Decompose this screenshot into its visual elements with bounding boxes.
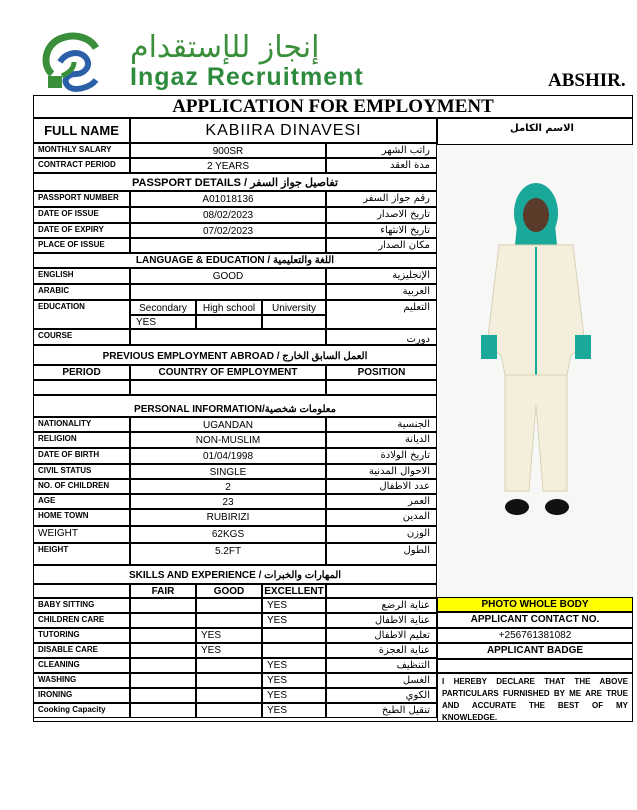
course-arabic: دورت [326,329,437,345]
skill-children-care-excellent: YES [262,613,326,628]
contract-period-value: 2 YEARS [130,158,326,173]
skill-washing-good [196,673,262,688]
home-town-value: RUBIRIZI [130,509,326,526]
skill-baby-sitting-label: BABY SITTING [33,598,130,613]
religion-value: NON-MUSLIM [130,432,326,448]
skill-cleaning-arabic: التنظيف [326,658,437,673]
date-of-birth-arabic: تاريخ الولادة [326,448,437,464]
skill-children-care-good [196,613,262,628]
applicant-badge-title: APPLICANT BADGE [437,643,633,659]
skill-disable-care-fair [130,643,196,658]
age-label: AGE [33,494,130,509]
weight-arabic: الوزن [326,526,437,543]
skill-tutoring-excellent [262,628,326,643]
skills-excellent-header: EXCELLENT [262,584,326,598]
passport-number-label: PASSPORT NUMBER [33,191,130,207]
no-of-children-label: NO. OF CHILDREN [33,479,130,494]
skill-baby-sitting-excellent: YES [262,598,326,613]
education-label: EDUCATION [33,300,130,329]
education-arabic: التعليم [326,300,437,329]
skill-tutoring-label: TUTORING [33,628,130,643]
full-name-label: FULL NAME [33,118,130,143]
full-name-value: KABIIRA DINAVESI [130,118,437,143]
education-mark-university [262,315,326,329]
passport-number-value: A01018136 [130,191,326,207]
english-label: ENGLISH [33,268,130,284]
arabic-value [130,284,326,300]
place-of-issue-arabic: مكان الصدار [326,238,437,253]
education-level-highschool: High school [196,300,262,315]
skill-washing-arabic: الغسل [326,673,437,688]
applicant-full-body-image [439,145,633,597]
skill-washing-excellent: YES [262,673,326,688]
skill-children-care-fair [130,613,196,628]
religion-label: RELIGION [33,432,130,448]
no-of-children-arabic: عدد الاطفال [326,479,437,494]
weight-value: 62KGS [130,526,326,543]
form-title: APPLICATION FOR EMPLOYMENT [33,95,633,118]
place-of-issue-value [130,238,326,253]
education-level-university: University [262,300,326,315]
company-logo-icon [40,30,112,92]
height-value: 5.2FT [130,543,326,565]
monthly-salary-label: MONTHLY SALARY [33,143,130,158]
skill-disable-care-excellent [262,643,326,658]
skill-ironing-label: IRONING [33,688,130,703]
date-of-issue-label: DATE OF ISSUE [33,207,130,223]
skill-baby-sitting-good [196,598,262,613]
skill-cooking-capacity-label: Cooking Capacity [33,703,130,718]
no-of-children-value: 2 [130,479,326,494]
skill-cleaning-fair [130,658,196,673]
date-of-expiry-label: DATE OF EXPIRY [33,223,130,238]
logo-english-text: Ingaz Recruitment [130,63,364,91]
skill-tutoring-arabic: تعليم الاطفال [326,628,437,643]
passport-section-header: PASSPORT DETAILS / تفاصيل جواز السفر [33,173,437,191]
place-of-issue-label: PLACE OF ISSUE [33,238,130,253]
badge-blank [437,659,633,673]
prev-period-header: PERIOD [33,365,130,380]
skills-good-header: GOOD [196,584,262,598]
skill-disable-care-label: DISABLE CARE [33,643,130,658]
arabic-label: ARABIC [33,284,130,300]
skill-tutoring-good: YES [196,628,262,643]
arabic-arabic: العربية [326,284,437,300]
civil-status-value: SINGLE [130,464,326,479]
nationality-arabic: الجنسية [326,417,437,432]
date-of-issue-arabic: تاريخ الاصدار [326,207,437,223]
education-level-secondary: Secondary [130,300,196,315]
date-of-expiry-value: 07/02/2023 [130,223,326,238]
skill-washing-label: WASHING [33,673,130,688]
prev-position-cell [326,380,437,395]
prev-period-cell [33,380,130,395]
home-town-label: HOME TOWN [33,509,130,526]
applicant-contact-title: APPLICANT CONTACT NO. [437,612,633,628]
contract-period-arabic: مدة العقد [326,158,437,173]
header [0,0,637,94]
age-arabic: العمر [326,494,437,509]
date-of-birth-value: 01/04/1998 [130,448,326,464]
height-arabic: الطول [326,543,437,565]
skill-baby-sitting-fair [130,598,196,613]
prev-position-header: POSITION [326,365,437,380]
skills-fair-header: FAIR [130,584,196,598]
skill-cooking-capacity-arabic: تنقيل الطبخ [326,703,437,718]
previous-employment-section-header: PREVIOUS EMPLOYMENT ABROAD / العمل السابق الخارج [33,345,437,365]
contract-period-label: CONTRACT PERIOD [33,158,130,173]
skills-arabic-header-blank [326,584,437,598]
civil-status-arabic: الاحوال المدنية [326,464,437,479]
skill-cooking-capacity-excellent: YES [262,703,326,718]
skill-baby-sitting-arabic: عناية الرضع [326,598,437,613]
skill-cleaning-excellent: YES [262,658,326,673]
skill-washing-fair [130,673,196,688]
skill-ironing-arabic: الكوي [326,688,437,703]
age-value: 23 [130,494,326,509]
skill-disable-care-arabic: عناية العجزة [326,643,437,658]
full-name-arabic-label: الاسم الكامل [437,118,633,145]
date-of-expiry-arabic: تاريخ الانتهاء [326,223,437,238]
photo-whole-body-label: PHOTO WHOLE BODY [437,597,633,612]
agency-name: ABSHIR. [548,70,626,91]
applicant-photo [439,145,633,597]
skill-tutoring-fair [130,628,196,643]
nationality-label: NATIONALITY [33,417,130,432]
skills-header-blank [33,584,130,598]
english-arabic: الإنجليزية [326,268,437,284]
skill-children-care-arabic: عناية الاطفال [326,613,437,628]
education-mark-highschool [196,315,262,329]
english-value: GOOD [130,268,326,284]
height-label: HEIGHT [33,543,130,565]
prev-country-cell [130,380,326,395]
course-label: COURSE [33,329,130,345]
skill-disable-care-good: YES [196,643,262,658]
applicant-contact-number: +256761381082 [437,628,633,643]
logo-arabic-text: إنجاز للإستقدام [130,30,320,65]
skill-ironing-good [196,688,262,703]
skill-children-care-label: CHILDREN CARE [33,613,130,628]
skill-cleaning-good [196,658,262,673]
monthly-salary-arabic: راتب الشهر [326,143,437,158]
language-section-header: LANGUAGE & EDUCATION / اللغة والتعليمية [33,253,437,268]
education-mark-secondary: YES [130,315,196,329]
religion-arabic: الديانة [326,432,437,448]
weight-label: WEIGHT [33,526,130,543]
passport-number-arabic: رقم جواز السفر [326,191,437,207]
skill-cooking-capacity-good [196,703,262,718]
date-of-issue-value: 08/02/2023 [130,207,326,223]
skill-cooking-capacity-fair [130,703,196,718]
home-town-arabic: المدين [326,509,437,526]
personal-section-header: PERSONAL INFORMATION/معلومات شخصية [33,395,437,417]
declaration-text: I HEREBY DECLARE THAT THE ABOVE PARTICULARS FURNISHED BY ME ARE TRUE AND ACCURATE THE BEST OF MY KNOWLEDGE. [437,673,633,722]
civil-status-label: CIVIL STATUS [33,464,130,479]
nationality-value: UGANDAN [130,417,326,432]
skills-section-header: SKILLS AND EXPERIENCE / المهارات والخبرات [33,565,437,584]
skill-cleaning-label: CLEANING [33,658,130,673]
prev-country-header: COUNTRY OF EMPLOYMENT [130,365,326,380]
monthly-salary-value: 900SR [130,143,326,158]
course-value [130,329,326,345]
skill-ironing-fair [130,688,196,703]
skill-ironing-excellent: YES [262,688,326,703]
date-of-birth-label: DATE OF BIRTH [33,448,130,464]
